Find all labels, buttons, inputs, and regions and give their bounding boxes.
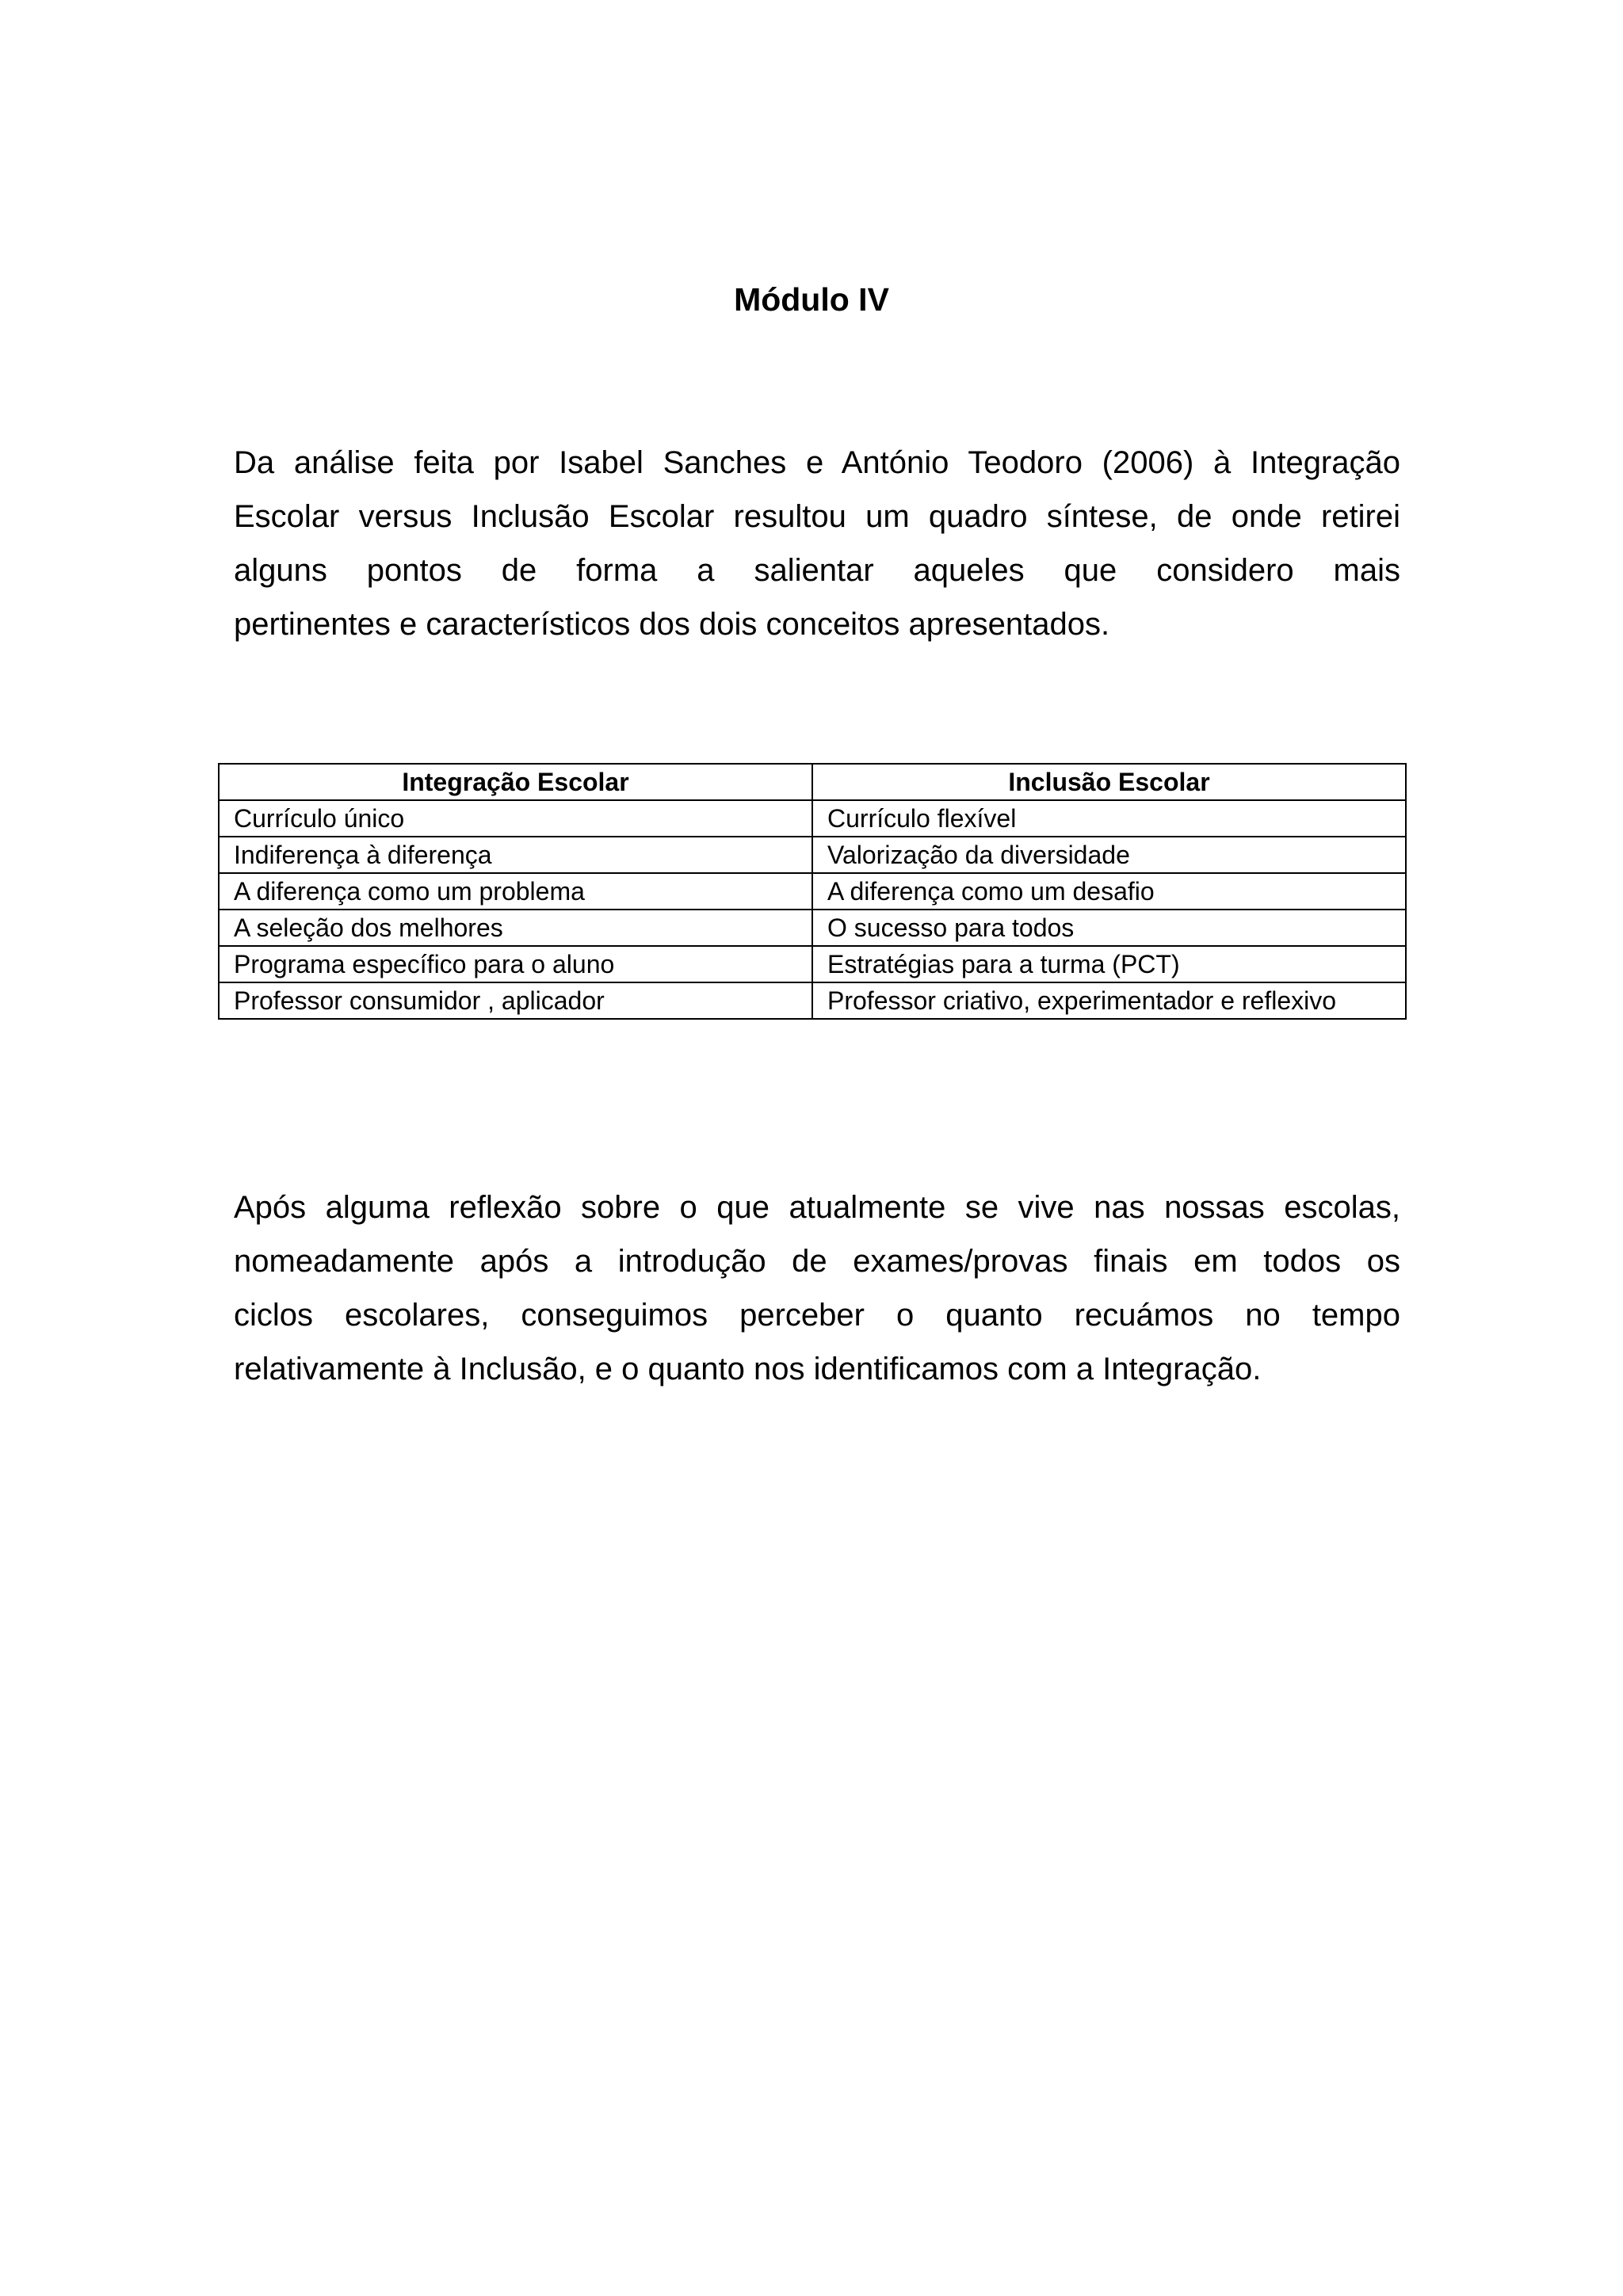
table-cell-inclusao: Professor criativo, experimentador e reflexivo [812, 982, 1406, 1019]
table-cell-inclusao: Valorização da diversidade [812, 837, 1406, 873]
table-cell-integracao: Programa específico para o aluno [219, 946, 812, 982]
table-cell-integracao: Indiferença à diferença [219, 837, 812, 873]
table-row [219, 982, 1406, 1019]
conclusion-line: Após alguma reflexão sobre o que atualmente se vive nas nossas escolas, [234, 1190, 1400, 1225]
table-cell-integracao: A seleção dos melhores [219, 910, 812, 946]
intro-line: Da análise feita por Isabel Sanches e António Teodoro (2006) à Integração [234, 445, 1400, 480]
table-row [219, 910, 1406, 946]
column-header-integracao: Integração Escolar [219, 764, 812, 800]
conclusion-line: relativamente à Inclusão, e o quanto nos identificamos com a Integração. [234, 1352, 1262, 1386]
table-header-row [219, 764, 1406, 800]
table-row [219, 800, 1406, 837]
table-cell-inclusao: Estratégias para a turma (PCT) [812, 946, 1406, 982]
table-row [219, 946, 1406, 982]
table-cell-inclusao: Currículo flexível [812, 800, 1406, 837]
comparison-table [218, 763, 1407, 1020]
conclusion-line: ciclos escolares, conseguimos perceber o quanto recuámos no tempo [234, 1298, 1400, 1333]
page-title: Módulo IV [734, 281, 889, 318]
table-cell-inclusao: A diferença como um desafio [812, 873, 1406, 910]
column-header-inclusao: Inclusão Escolar [812, 764, 1406, 800]
conclusion-line: nomeadamente após a introdução de exames/provas finais em todos os [234, 1244, 1400, 1279]
intro-line: alguns pontos de forma a salientar aqueles que considero mais [234, 553, 1400, 588]
intro-line: pertinentes e característicos dos dois conceitos apresentados. [234, 607, 1110, 642]
table-cell-integracao: Currículo único [219, 800, 812, 837]
intro-line: Escolar versus Inclusão Escolar resultou um quadro síntese, de onde retirei [234, 499, 1400, 534]
conclusion-paragraph [234, 1180, 1400, 1396]
table-cell-inclusao: O sucesso para todos [812, 910, 1406, 946]
table-cell-integracao: Professor consumidor , aplicador [219, 982, 812, 1019]
table-row [219, 837, 1406, 873]
table-row [219, 873, 1406, 910]
table-cell-integracao: A diferença como um problema [219, 873, 812, 910]
intro-paragraph [234, 436, 1400, 651]
